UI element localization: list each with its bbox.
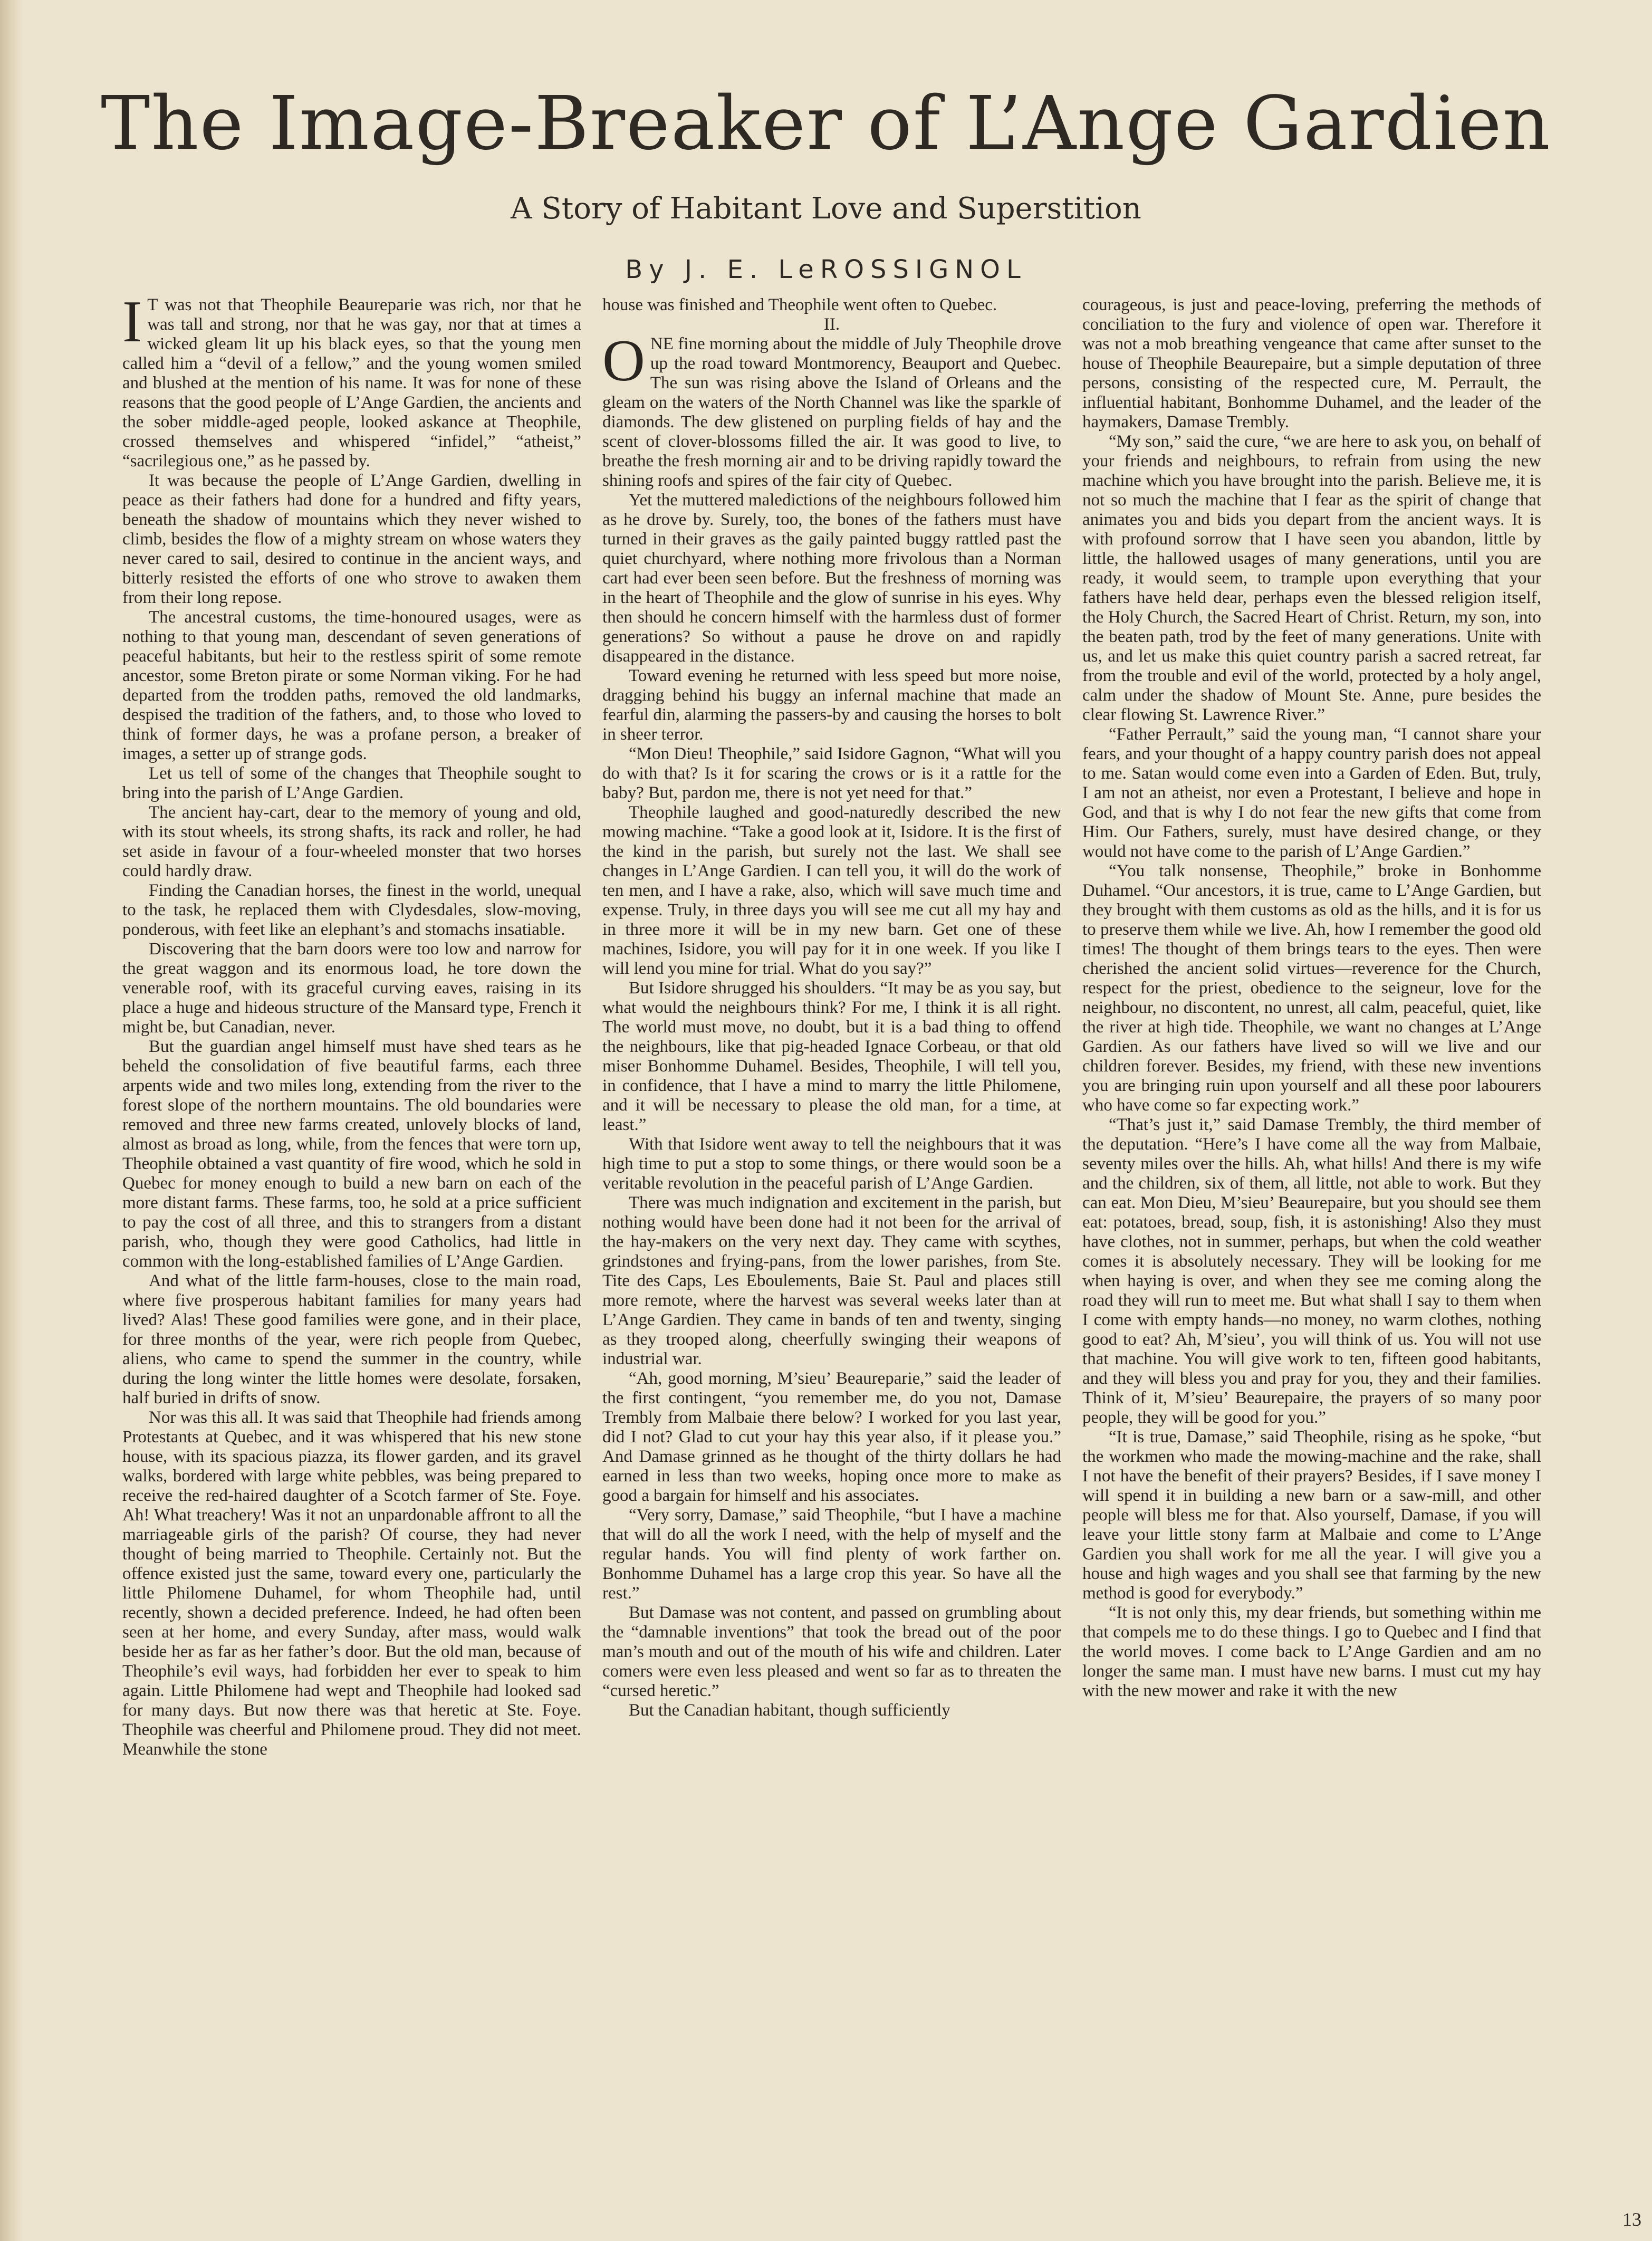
paragraph: Nor was this all. It was said that Theophile had friends among Protestants at Quebec, and it was whispered that his new stone house, with its spacious piazza, its flower garden, and its gravel walks, bordered with large white pebbles, was being prepared to receive the red-haired daughter of a Scotch farmer of Ste. Foye. Ah! What treachery! Was it not an unpardonable affront to all the marriageable girls of the parish? Of course, they had never thought of being married to Theophile. Certainly not. But the offence existed just the same, toward every one, particularly the little Philomene Duhamel, for whom Theophile had, until recently, shown a decided preference. Indeed, he had often been seen at her home, and every Sunday, after mass, would walk beside her as far as her father’s door. But the old man, because of Theophile’s evil ways, had forbidden her ever to speak to him again. Little Philomene had wept and Theophile had looked sad for many days. But now there was that heretic at Ste. Foye. Theophile was cheerful and Philomene proud. They did not meet. Meanwhile the stone — [122, 1408, 581, 1759]
paragraph: “That’s just it,” said Damase Trembly, the third member of the deputation. “Here’s I have come all the way from Malbaie, seventy miles over the hills. Ah, what hills! And there is my wife and the children, six of them, all little, not able to work. But they can eat. Mon Dieu, M’sieu’ Beaurepaire, but you should see them eat: potatoes, bread, soup, fish, it is astonishing! Also they must have clothes, not in summer, perhaps, but when the cold weather comes it is absolutely necessary. They will be looking for me when haying is over, and when they see me coming along the road they will run to meet me. But what shall I say to them when I come with empty hands—no money, no warm clothes, nothing good to eat? Ah, M’sieu’, you will think of us. You will not use that machine. You will give work to ten, fifteen good habitants, and they will bless you and pray for you, they and their families. Think of it, M’sieu’ Beaurepaire, the prayers of so many poor people, they will be good for you.” — [1082, 1115, 1541, 1427]
paragraph: But Isidore shrugged his shoulders. “It may be as you say, but what would the neighbours think? For me, I think it is all right. The world must move, no doubt, but it is a bad thing to offend the neighbours, like that pig-headed Ignace Corbeau, or that old miser Bonhomme Duhamel. Besides, Theophile, I will tell you, in confidence, that I have a mind to marry the little Philomene, and it will be necessary to please the old man, for a time, at least.” — [602, 979, 1061, 1134]
article-body — [122, 295, 1541, 2205]
page-binding-edge — [0, 0, 23, 2241]
paragraph: The ancestral customs, the time-honoured usages, were as nothing to that young man, descendant of seven generations of peaceful habitants, but heir to the restless spirit of some remote ancestor, some Breton pirate or some Norman viking. For he had departed from the trodden paths, removed the old landmarks, despised the tradition of the fathers, and, to those who loved to think of former days, he was a profane person, a breaker of images, a setter up of strange gods. — [122, 608, 581, 763]
paragraph: courageous, is just and peace-loving, preferring the methods of conciliation to the fury and violence of open war. Therefore it was not a mob breathing vengeance that came after sunset to the house of Theophile Beaurepaire, but a simple deputation of three persons, consisting of the respected cure, M. Perrault, the influential habitant, Bonhomme Duhamel, and the leader of the haymakers, Damase Trembly. — [1082, 295, 1541, 432]
drop-cap: I — [122, 295, 142, 355]
paragraph: And what of the little farm-houses, close to the main road, where five prosperous habitant families for many years had lived? Alas! These good families were gone, and in their place, for three months of the year, were rich people from Quebec, aliens, who came to spend the summer in the country, while during the long winter the little homes were desolate, forsaken, half buried in drifts of snow. — [122, 1271, 581, 1407]
paragraph: “It is true, Damase,” said Theophile, rising as he spoke, “but the workmen who made the mowing-machine and the rake, shall I not have the benefit of their prayers? Besides, if I save money I will spend it in building a new barn or a saw-mill, and other people will bless me for that. Also yourself, Damase, if you will leave your little stony farm at Malbaie and come to L’Ange Gardien you shall work for me all the year. I will give you a house and high wages and you shall see that farming by the new method is good for everybody.” — [1082, 1428, 1541, 1603]
paragraph: Let us tell of some of the changes that Theophile sought to bring into the parish of L’Ange Gardien. — [122, 764, 581, 802]
page-number: 13 — [1622, 2209, 1641, 2230]
paragraph — [602, 328, 1061, 491]
paragraph: With that Isidore went away to tell the neighbours that it was high time to put a stop to some things, or there would soon be a veritable revolution in the peaceful parish of L’Ange Gardien. — [602, 1135, 1061, 1193]
paragraph: house was finished and Theophile went often to Quebec. — [602, 295, 997, 314]
column-2 — [602, 295, 1061, 2205]
paragraph: But Damase was not content, and passed on grumbling about the “damnable inventions” that took the bread out of the poor man’s mouth and out of the mouth of his wife and children. Later comers were even less pleased and went so far as to threaten the “cursed heretic.” — [602, 1603, 1061, 1700]
article-header — [0, 79, 1652, 288]
paragraph-text: NE fine morning about the middle of July Theophile drove up the road toward Montmorency, Beauport and Quebec. The sun was rising above the Island of Orleans and the gleam on the waters of the North Channel was like the sparkle of diamonds. The dew glistened on purpling fields of hay and the scent of clover-blossoms filled the air. It was good to live, to breathe the fresh morning air and to be driving rapidly toward the shining roofs and spires of the fair city of Quebec. — [602, 334, 1061, 490]
column-3 — [1082, 295, 1541, 2205]
paragraph: “Very sorry, Damase,” said Theophile, “but I have a machine that will do all the work I need, with the help of myself and the regular hands. You will find plenty of work farther on. Bonhomme Duhamel has a large crop this year. So have all the rest.” — [602, 1506, 1061, 1603]
paragraph: “Ah, good morning, M’sieu’ Beaureparie,” said the leader of the first contingent, “you remember me, do you not, Damase Trembly from Malbaie there below? I worked for you last year, did I not? Glad to cut your hay this year also, if it please you.” And Damase grinned as he thought of the thirty dollars he had earned in less than two weeks, hoping once more to make as good a bargain for himself and his associates. — [602, 1369, 1061, 1505]
paragraph: “You talk nonsense, Theophile,” broke in Bonhomme Duhamel. “Our ancestors, it is true, came to L’Ange Gardien, but they brought with them customs as old as the hills, and it is for us to preserve them while we live. Ah, how I remember the good old times! The thought of them brings tears to the eyes. Then were cherished the ancient solid virtues—reverence for the Church, respect for the priest, obedience to the seigneur, love for the neighbour, no discontent, no unrest, all calm, peaceful, quiet, like the river at high tide. Theophile, we want no changes at L’Ange Gardien. As our fathers have lived so will we live and our children forever. Besides, my friend, with these new inventions you are bringing ruin upon yourself and all these poor labourers who have come so far expecting work.” — [1082, 861, 1541, 1115]
section-number: II. — [823, 315, 840, 334]
article-subtitle: A Story of Habitant Love and Superstition — [511, 191, 1141, 226]
paragraph: There was much indignation and excitement in the parish, but nothing would have been done had it not been for the arrival of the hay-makers on the very next day. They came with scythes, grindstones and frying-pans, from the lower parishes, from Ste. Tite des Caps, Les Eboulements, Baie St. Paul and places still more remote, where the harvest was several weeks later than at L’Ange Gardien. They came in bands of ten and twenty, singing as they trooped along, cheerfully swinging their weapons of industrial war. — [602, 1193, 1061, 1368]
article-title: The Image-Breaker of L’Ange Gardien — [101, 81, 1551, 167]
article-byline: By J. E. LeROSSIGNOL — [625, 255, 1027, 284]
paragraph: Toward evening he returned with less speed but more noise, dragging behind his buggy an infernal machine that made an fearful din, alarming the passers-by and causing the horses to bolt in sheer terror. — [602, 666, 1061, 744]
paragraph: “Mon Dieu! Theophile,” said Isidore Gagnon, “What will you do with that? Is it for scaring the crows or is it a rattle for the baby? But, pardon me, there is not yet need for that.” — [602, 744, 1061, 802]
paragraph: Finding the Canadian horses, the finest in the world, unequal to the task, he replaced them with Clydesdales, slow-moving, ponderous, with feet like an elephant’s and stomachs insatiable. — [122, 881, 581, 939]
paragraph: The ancient hay-cart, dear to the memory of young and old, with its stout wheels, its strong shafts, its rack and roller, he had set aside in favour of a four-wheeled monster that two horses could hardly draw. — [122, 803, 581, 880]
paragraph: “It is not only this, my dear friends, but something within me that compels me to do these things. I go to Quebec and I find that the world moves. I come back to L’Ange Gardien and am no longer the same man. I must have new barns. I must cut my hay with the new mower and rake it with the new — [1082, 1603, 1541, 1700]
paragraph: Yet the muttered maledictions of the neighbours followed him as he drove by. Surely, too, the bones of the fathers must have turned in their graves as the gaily painted buggy rattled past the quiet churchyard, where nothing more frivolous than a Norman cart had ever been seen before. But the freshness of morning was in the heart of Theophile and the glow of sunrise in his eyes. Why then should he concern himself with the harmless dust of former generations? So without a pause he drove on and rapidly disappeared in the distance. — [602, 491, 1061, 666]
paragraph: Discovering that the barn doors were too low and narrow for the great waggon and its enormous load, he tore down the venerable roof, with its graceful curving eaves, raising in its place a huge and hideous structure of the Mansard type, French it might be, but Canadian, never. — [122, 940, 581, 1037]
paragraph-text: T was not that Theophile Beaureparie was rich, nor that he was tall and strong, nor that he was gay, nor that at times a wicked gleam lit up his black eyes, so that the young men called him a “devil of a fellow,” and the young women smiled and blushed at the mention of his name. It was for none of these reasons that the good people of L’Ange Gardien, the ancients and the sober middle-aged people, looked askance at Theophile, crossed themselves and whispered “infidel,” “atheist,” “sacrilegious one,” as he passed by. — [122, 295, 581, 471]
column-1 — [122, 295, 581, 2205]
paragraph: Theophile laughed and good-naturedly described the new mowing machine. “Take a good look at it, Isidore. It is the first of the kind in the parish, but surely not the last. We shall see changes in L’Ange Gardien. I can tell you, it will do the work of ten men, and I have a rake, also, which will save much time and expense. Truly, in three days you will see me cut all my hay and in three more it will be in my new barn. Get one of these machines, Isidore, you will pay for it in one week. If you like I will lend you mine for trial. What do you say?” — [602, 803, 1061, 978]
paragraph — [122, 295, 581, 471]
paragraph: But the guardian angel himself must have shed tears as he beheld the consolidation of five beautiful farms, each three arpents wide and two miles long, extending from the river to the forest slope of the northern mountains. The old boundaries were removed and three new farms created, unlovely blocks of land, almost as broad as long, while, from the fences that were torn up, Theophile obtained a vast quantity of fire wood, which he sold in Quebec for money enough to build a new barn on each of the more distant farms. These farms, too, he sold at a price sufficient to pay the cost of all three, and this to strangers from a distant parish, who, though they were good Catholics, had little in common with the long-established families of L’Ange Gardien. — [122, 1037, 581, 1271]
paragraph: “Father Perrault,” said the young man, “I cannot share your fears, and your thought of a happy country parish does not appeal to me. Satan would come even into a Garden of Eden. But, truly, I am not an atheist, nor even a Protestant, I believe and hope in God, and that is why I do not fear the new gifts that come from Him. Our Fathers, surely, must have desired change, or they would not have come to the parish of L’Ange Gardien.” — [1082, 725, 1541, 861]
drop-cap: O — [602, 328, 645, 394]
paragraph: It was because the people of L’Ange Gardien, dwelling in peace as their fathers had done for a hundred and fifty years, beneath the shadow of mountains which they never wished to climb, besides the flow of a mighty stream on whose waters they never cared to sail, desired to continue in the ancient ways, and bitterly resisted the efforts of one who strove to awaken them from their long repose. — [122, 471, 581, 607]
paragraph: But the Canadian habitant, though sufficiently — [629, 1701, 950, 1720]
paragraph: “My son,” said the cure, “we are here to ask you, on behalf of your friends and neighbours, to refrain from using the new machine which you have brought into the parish. Believe me, it is not so much the machine that I fear as the spirit of change that animates you and bids you depart from the ancient ways. It is with profound sorrow that I have seen you abandon, little by little, the hallowed usages of many generations, until you are ready, it would seem, to trample upon everything that your fathers have held dear, perhaps even the blessed religion itself, the Holy Church, the Sacred Heart of Christ. Return, my son, into the beaten path, trod by the feet of many generations. Unite with us, and let us make this quiet country parish a sacred retreat, far from the trouble and evil of the world, protected by a holy angel, calm under the shadow of Mount Ste. Anne, pure besides the clear flowing St. Lawrence River.” — [1082, 432, 1541, 724]
